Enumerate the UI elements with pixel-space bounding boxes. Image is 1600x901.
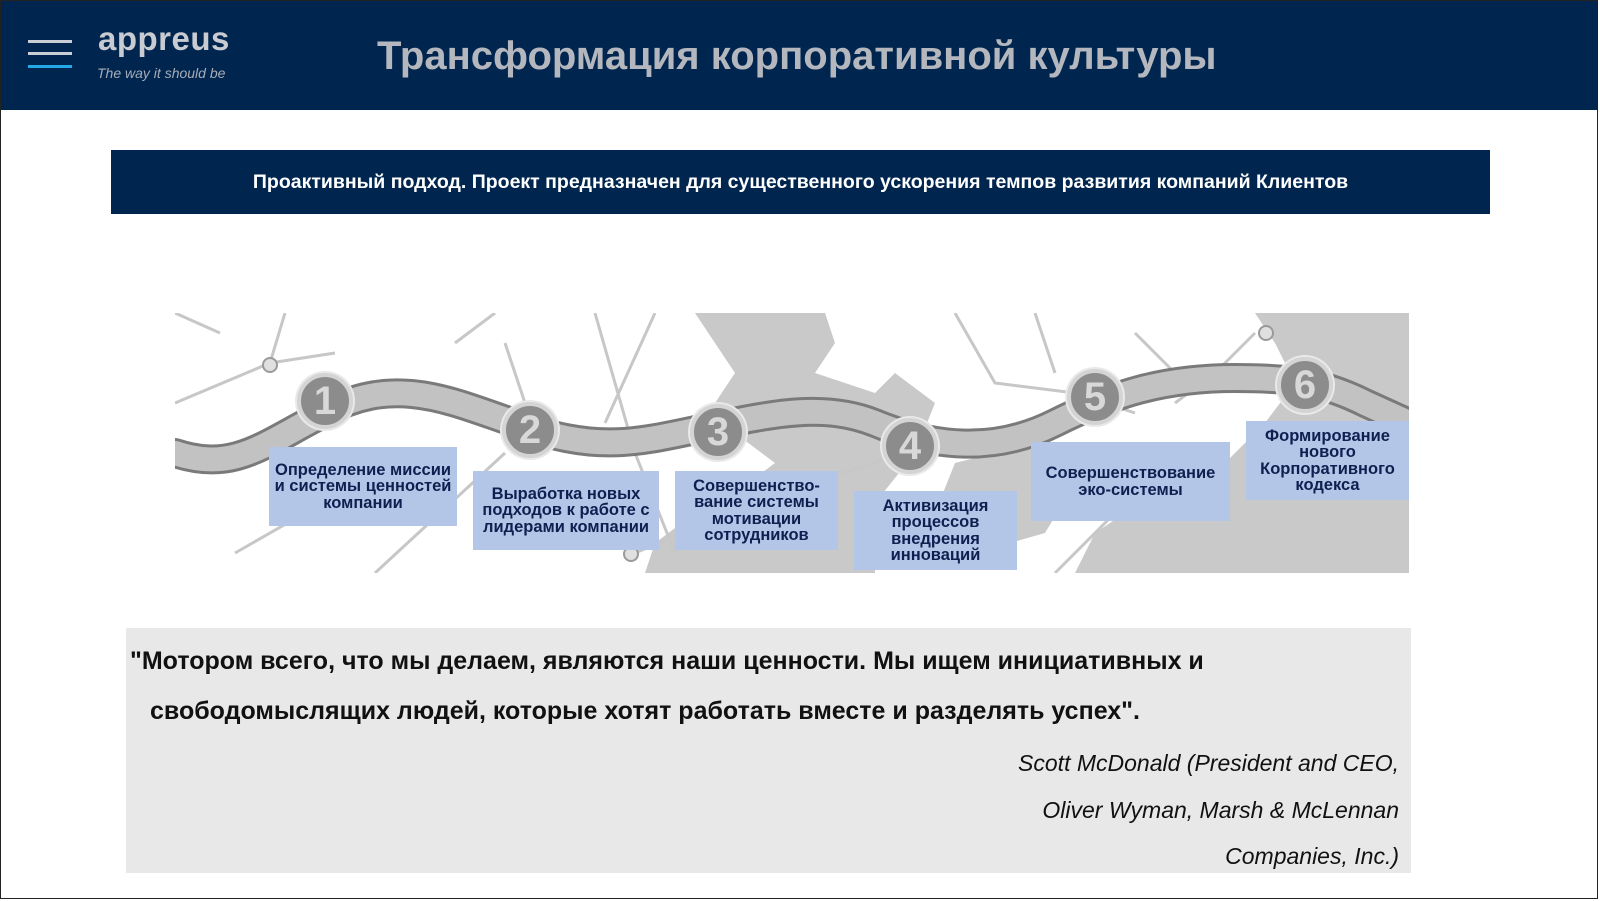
step-number-6: 6	[1277, 357, 1333, 413]
quote-line-1: "Мотором всего, что мы делаем, являются наши ценности. Мы ищем инициативных и	[130, 647, 1204, 675]
author-line-2: Oliver Wyman, Marsh & McLennan	[1042, 796, 1399, 823]
step-label-4: Активизация процессов внедрения инноваций	[854, 491, 1017, 570]
author-line-1: Scott McDonald (President and CEO,	[1018, 750, 1399, 776]
step-number-3: 3	[690, 404, 746, 460]
step-number-5: 5	[1067, 369, 1123, 425]
logo-name: appreus	[98, 20, 230, 57]
step-number-2: 2	[502, 402, 558, 458]
author-line-3: Companies, Inc.)	[1225, 843, 1399, 869]
hamburger-menu-icon[interactable]	[28, 38, 72, 72]
banner: Проактивный подход. Проект предназначен для существенного ускорения темпов развития компаний Клиентов	[111, 150, 1490, 214]
quote-line-2: свободомыслящих людей, которые хотят работать вместе и разделять успех".	[150, 697, 1140, 725]
step-number-4: 4	[882, 418, 938, 474]
step-label-6: Формирование нового Корпоративного кодекса	[1246, 421, 1409, 500]
page-title: Трансформация корпоративной культуры	[377, 34, 1217, 78]
step-number-1: 1	[297, 373, 353, 429]
step-label-2: Выработка новых подходов к работе с лидерами компании	[473, 471, 659, 550]
roadmap	[175, 313, 1409, 573]
step-label-1: Определение миссии и системы ценностей компании	[269, 447, 457, 526]
logo-tagline: The way it should be	[97, 65, 226, 81]
quote-author	[1018, 740, 1399, 880]
step-label-3: Совершенство-вание системы мотивации сотрудников	[675, 471, 838, 550]
quote-box	[126, 628, 1411, 873]
step-label-5: Совершенствование эко-системы	[1031, 442, 1230, 521]
top-bar	[1, 1, 1598, 110]
quote-text	[130, 636, 1310, 736]
